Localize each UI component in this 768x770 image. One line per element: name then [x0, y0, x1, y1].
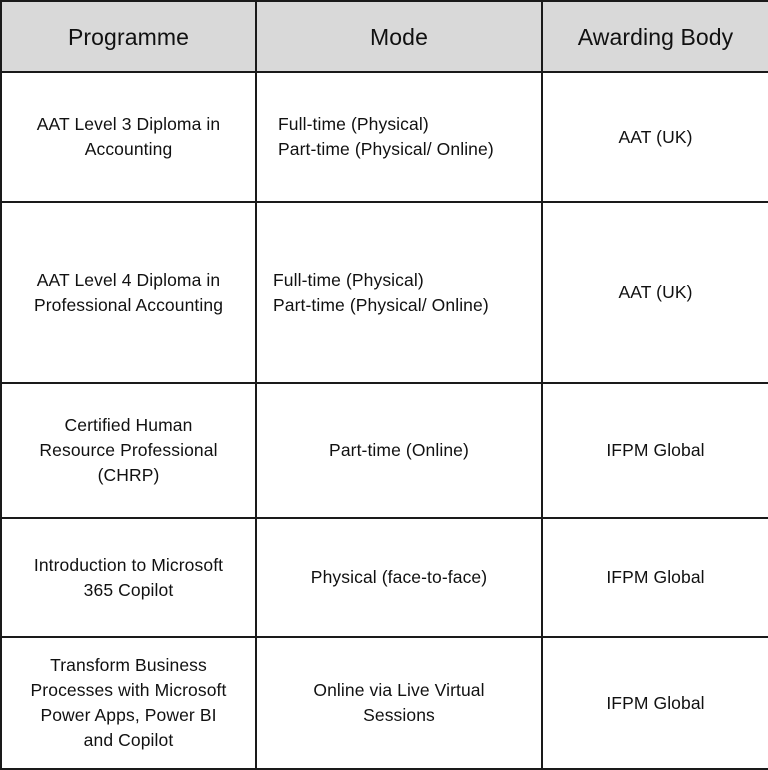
awarding-body-cell: IFPM Global [542, 637, 768, 769]
programme-line: and Copilot [83, 730, 174, 750]
header-row [1, 1, 768, 72]
mode-cell [256, 518, 542, 637]
programme-line: Introduction to Microsoft [33, 554, 224, 575]
programme-line: Accounting [84, 139, 173, 159]
table-row [1, 518, 768, 637]
programme-cell [1, 518, 256, 637]
awarding-body-cell: IFPM Global [542, 518, 768, 637]
programme-line: Processes with Microsoft [30, 680, 227, 700]
awarding-body-cell: AAT (UK) [542, 72, 768, 202]
mode-line: Full-time (Physical) [273, 269, 424, 290]
programme-cell [1, 202, 256, 383]
programme-line: AAT Level 3 Diploma in [36, 114, 221, 134]
programme-line: Power Apps, Power BI [40, 705, 217, 725]
mode-line: Sessions [363, 705, 435, 725]
awarding-body-cell: AAT (UK) [542, 202, 768, 383]
mode-cell [256, 202, 542, 383]
programme-cell [1, 637, 256, 769]
programme-line: AAT Level 4 Diploma in [36, 269, 221, 290]
programme-cell [1, 383, 256, 518]
table-row [1, 637, 768, 769]
programme-line: Certified Human [64, 415, 193, 435]
header-programme: Programme [1, 1, 256, 72]
header-awarding-body: Awarding Body [542, 1, 768, 72]
programme-line: Resource Professional [39, 440, 218, 460]
mode-line: Full-time (Physical) [278, 114, 429, 134]
programme-line: 365 Copilot [83, 579, 174, 600]
programme-line: (CHRP) [97, 465, 160, 485]
mode-line: Part-time (Physical/ Online) [278, 139, 494, 159]
mode-line: Part-time (Online) [329, 440, 469, 460]
mode-line: Physical (face-to-face) [310, 567, 488, 587]
mode-cell [256, 72, 542, 202]
header-mode: Mode [256, 1, 542, 72]
mode-cell [256, 637, 542, 769]
table-row [1, 72, 768, 202]
awarding-body-cell: IFPM Global [542, 383, 768, 518]
programme-line: Professional Accounting [33, 294, 224, 315]
programme-line: Transform Business [50, 655, 207, 675]
table-row [1, 202, 768, 383]
mode-line: Online via Live Virtual [313, 680, 485, 700]
mode-line: Part-time (Physical/ Online) [273, 294, 489, 315]
mode-cell [256, 383, 542, 518]
programme-cell [1, 72, 256, 202]
table-row [1, 383, 768, 518]
